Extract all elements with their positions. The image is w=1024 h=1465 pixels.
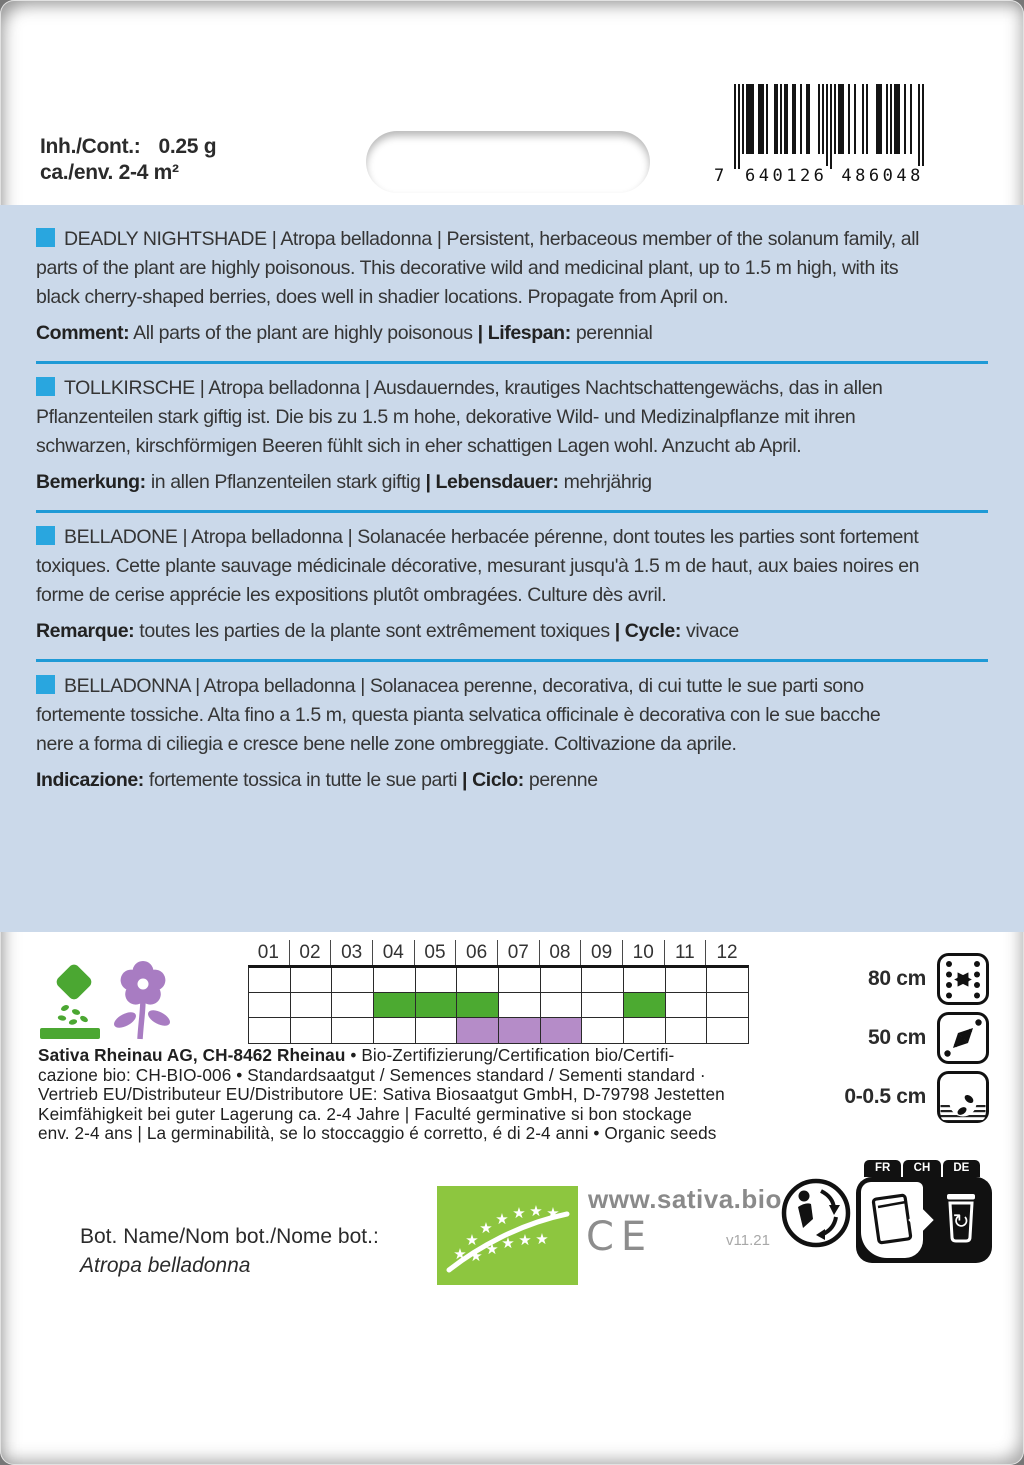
row-spacing bbox=[844, 952, 990, 1006]
lang-block-en bbox=[36, 215, 988, 364]
calendar-month-label: 11 bbox=[665, 940, 707, 965]
calendar-month-label: 03 bbox=[331, 940, 373, 965]
calendar-cell bbox=[374, 968, 416, 993]
spacing-specs bbox=[844, 952, 990, 1124]
address-line: Vertrieb EU/Distributeur EU/Distributore UE: Sativa Biosaatgut GmbH, D-79798 Jestetten bbox=[38, 1084, 725, 1104]
calendar-cell bbox=[416, 1018, 458, 1043]
calendar-cell bbox=[457, 993, 499, 1018]
calendar-cell bbox=[666, 993, 708, 1018]
disposal-info bbox=[856, 1160, 992, 1263]
lifespan-value: mehrjährig bbox=[563, 471, 652, 493]
country-tab-ch: CH bbox=[903, 1160, 940, 1177]
sowing-icon bbox=[38, 962, 102, 1040]
calendar-cell bbox=[707, 968, 749, 993]
description-text: TOLLKIRSCHE | Atropa belladonna | Ausdauerndes, krautiges Nachtschattengewächs, das in allen Pflanzenteilen stark giftig ist. Die bis zu 1.5 m hohe, dekorative Wild- und Medizinalpflanze mit ihren schwarzen, kirschförmigen Beeren fühlt sich in eher schattigen Lagen wohl. Anzucht ab April. bbox=[36, 377, 883, 457]
svg-text:★: ★ bbox=[518, 1231, 532, 1249]
calendar-cell bbox=[291, 993, 333, 1018]
calendar-cell bbox=[332, 968, 374, 993]
svg-text:★: ★ bbox=[495, 1210, 509, 1228]
lang-block-fr bbox=[36, 513, 988, 662]
address-line: cazione bio: CH-BIO-006 • Standardsaatgut / Semences standard / Sementi standard · bbox=[38, 1064, 706, 1085]
calendar-cell bbox=[332, 993, 374, 1018]
note-label: Bemerkung: bbox=[36, 471, 146, 493]
svg-text:★: ★ bbox=[469, 1247, 483, 1265]
botanical-name-value: Atropa belladonna bbox=[80, 1254, 251, 1277]
note-label: Comment: bbox=[36, 322, 130, 344]
svg-text:★: ★ bbox=[546, 1204, 560, 1222]
flowering-icon bbox=[110, 960, 176, 1040]
plant-spacing-value: 50 cm bbox=[867, 1026, 926, 1049]
description-text: DEADLY NIGHTSHADE | Atropa belladonna | Persistent, herbaceous member of the solanum family, all parts of the plant are highly poisonous. This decorative wild and medicinal plant, up to 1.5 m high, with its black cherry-shaped berries, does well in shadier locations. Propagate from April on. bbox=[36, 228, 920, 308]
calendar-cell bbox=[499, 1018, 541, 1043]
calendar-month-label: 12 bbox=[716, 941, 738, 963]
calendar-cell bbox=[666, 968, 708, 993]
plant-spacing bbox=[844, 1011, 990, 1065]
calendar-cell bbox=[499, 968, 541, 993]
lifespan-value: perennial bbox=[575, 322, 653, 344]
disposal-badge bbox=[856, 1177, 992, 1263]
description-text: BELLADONNA | Atropa belladonna | Solanacea perenne, decorativa, di cui tutte le sue parti sono fortemente tossiche. Alta fino a 1.5 m, questa pianta selvatica officinale è decorativa con le sue bacche nere a forma di ciliegia e cresce bene nelle zone ombreggiate. Coltivazione da aprile. bbox=[36, 675, 881, 755]
calendar-month-label: 06 bbox=[456, 940, 498, 965]
calendar-cell bbox=[249, 968, 291, 993]
calendar-cell bbox=[457, 1018, 499, 1043]
calendar-legend bbox=[38, 960, 176, 1040]
lifespan-label: | Cycle: bbox=[614, 620, 681, 642]
calendar-cell bbox=[291, 968, 333, 993]
language-bullet-icon bbox=[36, 526, 55, 545]
barcode bbox=[714, 84, 944, 186]
calendar-cell bbox=[582, 993, 624, 1018]
note-label: Remarque: bbox=[36, 620, 135, 642]
calendar-cell bbox=[457, 968, 499, 993]
calendar-cell bbox=[541, 993, 583, 1018]
calendar-cell bbox=[582, 968, 624, 993]
svg-text:★: ★ bbox=[453, 1245, 467, 1263]
calendar-grid bbox=[248, 965, 749, 1044]
content-value: 0.25 g bbox=[158, 135, 217, 158]
svg-text:★: ★ bbox=[501, 1234, 515, 1252]
calendar-cell bbox=[582, 1018, 624, 1043]
svg-text:★: ★ bbox=[479, 1219, 493, 1237]
ce-mark: CE bbox=[586, 1214, 654, 1260]
calendar-cell bbox=[499, 993, 541, 1018]
botanical-name-block bbox=[80, 1222, 379, 1280]
disposal-country-tabs bbox=[864, 1160, 980, 1177]
calendar-cell bbox=[374, 993, 416, 1018]
calendar-month-label: 04 bbox=[373, 940, 415, 965]
content-label: Inh./Cont.: bbox=[40, 135, 141, 158]
svg-text:★: ★ bbox=[529, 1202, 543, 1220]
sowing-depth-value: 0-0.5 cm bbox=[844, 1085, 926, 1108]
svg-text:★: ★ bbox=[485, 1240, 499, 1258]
calendar-month-label: 09 bbox=[581, 940, 623, 965]
address-line: Sativa Rheinau AG, CH-8462 Rheinau • Bio-Zertifizierung/Certification bio/Certifi- bbox=[38, 1045, 675, 1065]
sowing-depth-icon bbox=[936, 1070, 990, 1124]
sowing-depth bbox=[844, 1070, 990, 1124]
website-url: www.sativa.bio bbox=[588, 1184, 782, 1214]
hang-slot bbox=[366, 131, 650, 193]
lifespan-label: | Ciclo: bbox=[462, 769, 524, 791]
language-bullet-icon bbox=[36, 228, 55, 247]
note-text: fortemente tossica in tutte le sue parti bbox=[148, 769, 458, 791]
coverage-area: ca./env. 2-4 m² bbox=[40, 161, 179, 184]
lang-block-de bbox=[36, 364, 988, 513]
language-bullet-icon bbox=[36, 675, 55, 694]
calendar-cell bbox=[624, 1018, 666, 1043]
calendar-month-label: 05 bbox=[415, 940, 457, 965]
svg-text:★: ★ bbox=[535, 1230, 549, 1248]
calendar-month-label: 01 bbox=[248, 940, 290, 965]
note-label: Indicazione: bbox=[36, 769, 144, 791]
calendar-cell bbox=[624, 993, 666, 1018]
calendar-cell bbox=[416, 993, 458, 1018]
waste-bin-icon bbox=[930, 1191, 992, 1249]
content-info bbox=[40, 134, 216, 186]
calendar-month-label: 07 bbox=[498, 940, 540, 965]
calendar-month-labels bbox=[248, 940, 749, 965]
svg-text:★: ★ bbox=[512, 1204, 526, 1222]
lang-block-it bbox=[36, 662, 988, 808]
note-text: All parts of the plant are highly poisonous bbox=[133, 322, 473, 344]
language-bullet-icon bbox=[36, 377, 55, 396]
note-text: in allen Pflanzenteilen stark giftig bbox=[150, 471, 421, 493]
row-spacing-icon bbox=[936, 952, 990, 1006]
barcode-digits: 7 640126 486048 bbox=[714, 150, 944, 186]
calendar-cell bbox=[707, 993, 749, 1018]
svg-text:★: ★ bbox=[465, 1231, 479, 1249]
lifespan-label: | Lifespan: bbox=[477, 322, 571, 344]
calendar-cell bbox=[249, 1018, 291, 1043]
country-tab-de: DE bbox=[943, 1160, 980, 1177]
lifespan-value: vivace bbox=[685, 620, 739, 642]
calendar-cell bbox=[416, 968, 458, 993]
calendar-cell bbox=[332, 1018, 374, 1043]
calendar-month-label: 10 bbox=[623, 940, 665, 965]
calendar-cell bbox=[624, 968, 666, 993]
calendar-cell bbox=[541, 968, 583, 993]
calendar-month-label: 08 bbox=[540, 940, 582, 965]
lifespan-value: perenne bbox=[528, 769, 598, 791]
calendar-cell bbox=[374, 1018, 416, 1043]
eu-organic-logo bbox=[437, 1186, 578, 1285]
description-band bbox=[0, 205, 1024, 932]
svg-text:↻: ↻ bbox=[952, 1209, 970, 1233]
calendar-cell bbox=[291, 1018, 333, 1043]
country-tab-fr: FR bbox=[864, 1160, 901, 1177]
address-block bbox=[38, 1046, 823, 1144]
note-text: toutes les parties de la plante sont extrêmement toxiques bbox=[139, 620, 610, 642]
version-label: v11.21 bbox=[726, 1232, 770, 1249]
sowing-calendar bbox=[248, 940, 749, 1044]
description-text: BELLADONE | Atropa belladonna | Solanacée herbacée pérenne, dont toutes les parties sont fortement toxiques. Cette plante sauvage médicinale décorative, mesurant jusqu'à 1.5 m de haut, aux baies noires en forme de cerise apprécie les expositions plutôt ombragées. Culture dès avril. bbox=[36, 526, 920, 606]
calendar-cell bbox=[249, 993, 291, 1018]
triman-recycling-icon bbox=[779, 1176, 853, 1250]
calendar-cell bbox=[541, 1018, 583, 1043]
address-line: Keimfähigkeit bei guter Lagerung ca. 2-4 Jahre | Faculté germinative si bon stockage bbox=[38, 1103, 692, 1124]
botanical-name-label: Bot. Name/Nom bot./Nome bot.: bbox=[80, 1225, 379, 1248]
row-spacing-value: 80 cm bbox=[867, 967, 926, 990]
calendar-cell bbox=[666, 1018, 708, 1043]
calendar-month-label: 02 bbox=[290, 940, 332, 965]
address-line: env. 2-4 ans | La germinabilità, se lo stoccaggio é corretto, é di 2-4 anni • Organic seeds bbox=[38, 1123, 717, 1143]
calendar-cell bbox=[707, 1018, 749, 1043]
lifespan-label: | Lebensdauer: bbox=[425, 471, 559, 493]
plant-spacing-icon bbox=[936, 1011, 990, 1065]
